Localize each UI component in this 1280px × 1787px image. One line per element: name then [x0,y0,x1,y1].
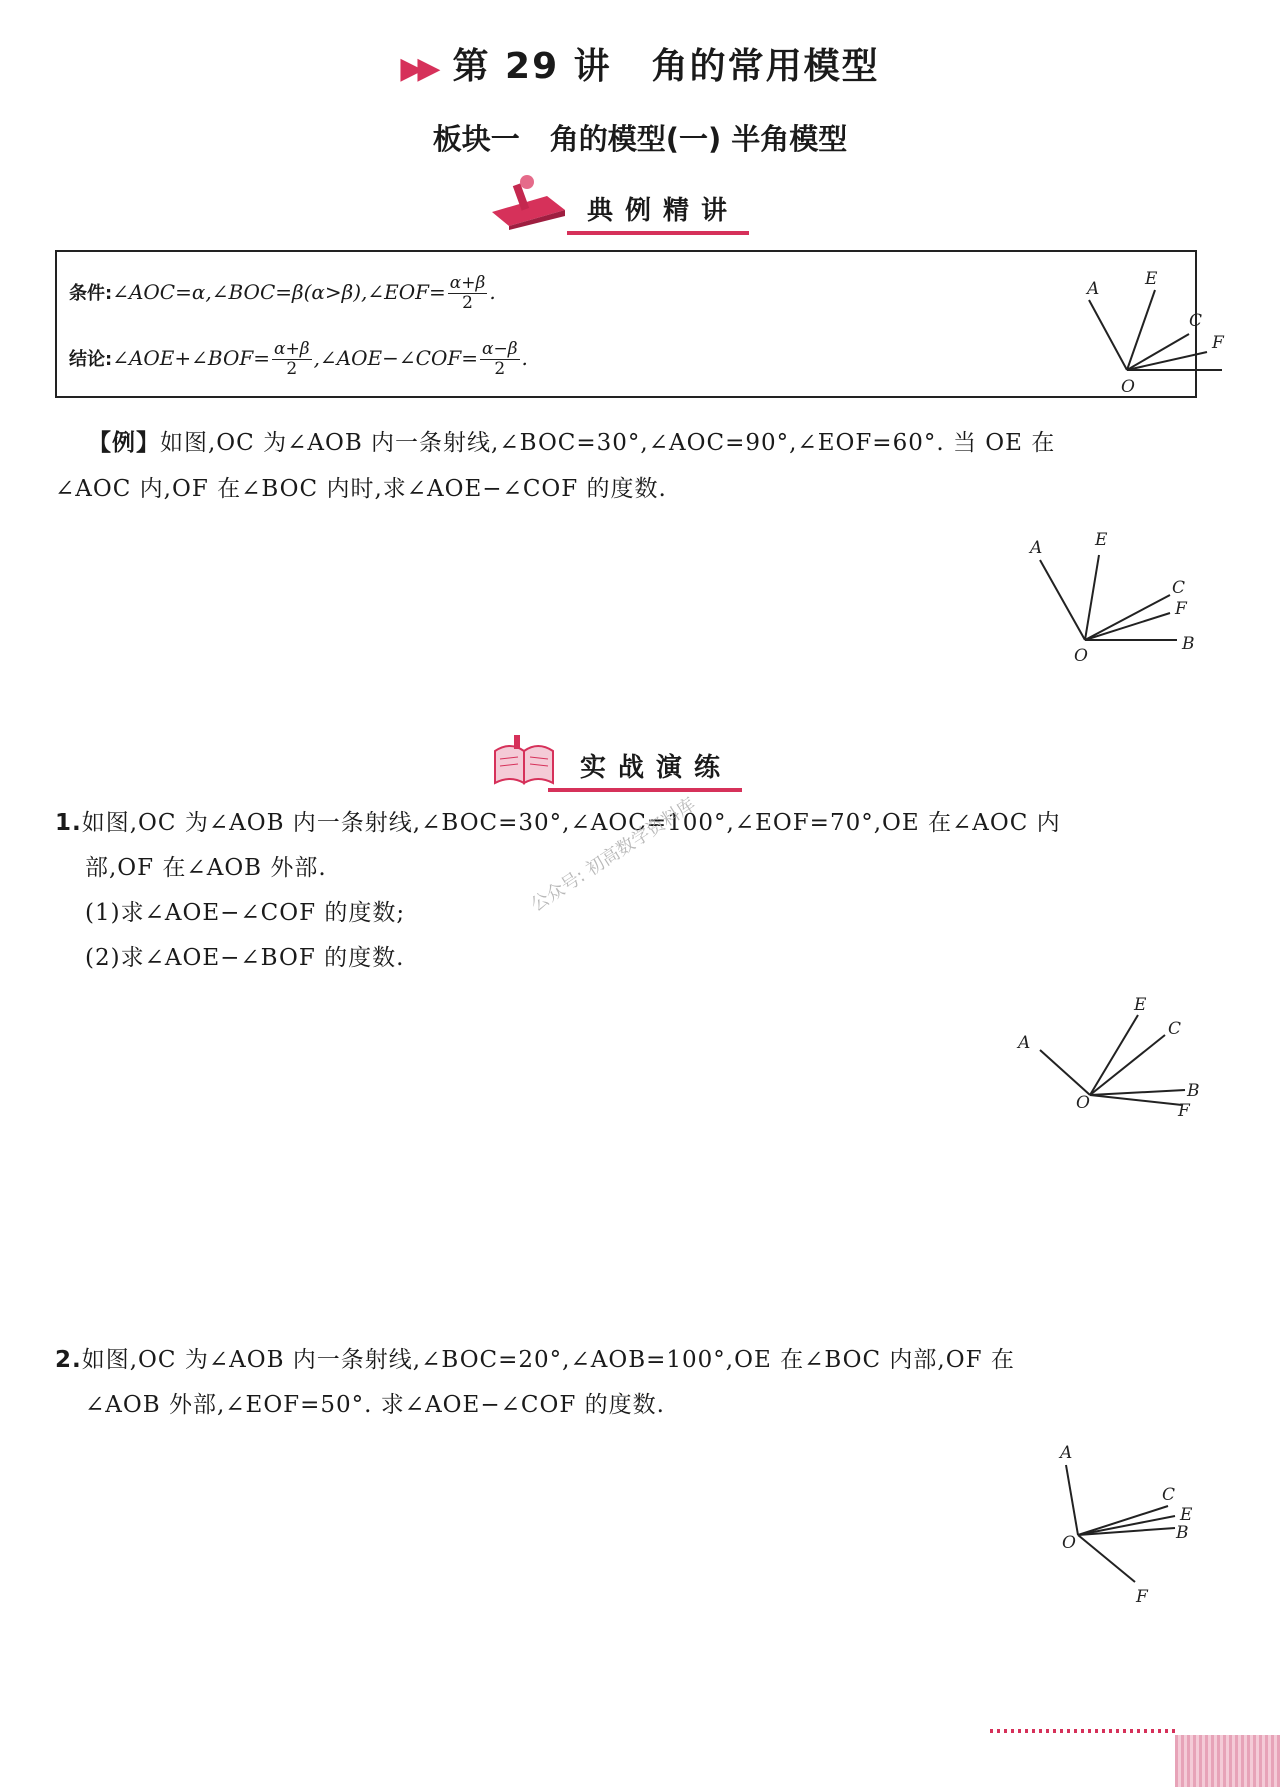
conclusion-fraction-1 [272,340,312,379]
label-f: F [1178,1101,1190,1121]
examples-heading-text: 典例精讲 [587,196,740,226]
footer-dots [990,1729,1175,1733]
condition-row [69,274,496,313]
examples-heading [487,180,767,230]
label-o: O [1062,1533,1076,1553]
lecture-label: 第 29 讲 [452,46,612,87]
module-label: 板块一 [432,122,520,156]
label-a: A [1060,1443,1073,1463]
fraction-numerator: α+β [449,273,486,293]
page-corner-stripe [1175,1735,1280,1787]
fraction-numerator: α+β [274,339,310,359]
conclusion-text-1: ∠AOE+∠BOF= [112,346,271,370]
example-line-1 [88,420,1198,466]
label-e: E [1134,995,1147,1015]
label-o: O [1076,1093,1090,1113]
problem-2-text-2: ∠AOB 外部,∠EOF=50°. 求∠AOE−∠COF 的度数. [85,1392,665,1418]
practice-heading [490,735,770,791]
watermark-text: 公众号: 初高数学资料库 [527,793,700,916]
module-title [0,117,1280,158]
fraction-denominator: 2 [286,359,298,379]
module-name: 角的模型(一) 半角模型 [549,122,848,156]
problem-2-line-1 [55,1337,1200,1383]
book-icon [490,733,560,789]
problem-number: 1. [55,810,82,836]
desk-icon [487,172,567,230]
model-diagram [1017,262,1224,397]
label-f: F [1175,599,1187,619]
label-o: O [1121,377,1135,397]
label-c: C [1172,578,1186,598]
label-e: E [1180,1505,1193,1525]
conclusion-end: . [521,346,528,370]
problem-2-diagram [1040,1440,1220,1615]
condition-label: 条件: [69,283,113,304]
label-f: F [1136,1587,1148,1607]
heading-underline [567,231,749,235]
label-o: O [1074,646,1088,666]
conclusion-text-2: ,∠AOE−∠COF= [313,346,478,370]
fraction-numerator: α−β [481,339,518,359]
label-c: C [1189,311,1203,331]
condition-end: . [489,280,496,304]
label-a: A [1087,279,1100,299]
problem-1-text-2: 部,OF 在∠AOB 外部. [85,855,327,881]
fraction-denominator: 2 [462,293,473,313]
label-a: A [1018,1033,1031,1053]
label-a: A [1030,538,1043,558]
label-b: B [1176,1523,1189,1543]
label-f: F [1212,333,1224,353]
problem-1-line-2 [85,845,327,891]
problem-1-sub-1-text: (1)求∠AOE−∠COF 的度数; [85,900,406,926]
example-text-2: ∠AOC 内,OF 在∠BOC 内时,求∠AOE−∠COF 的度数. [55,476,667,502]
label-c: C [1162,1485,1176,1505]
label-b: B [1187,1081,1200,1101]
problem-number: 2. [55,1347,82,1373]
conclusion-row [69,340,528,379]
label-e: E [1095,530,1108,550]
lecture-name: 角的常用模型 [651,46,880,87]
conclusion-fraction-2 [480,340,520,379]
heading-underline [548,788,742,792]
problem-1-diagram [1010,990,1210,1130]
problem-1-text-1: 如图,OC 为∠AOB 内一条射线,∠BOC=30°,∠AOC=100°,∠EOF=70°,OE 在∠AOC 内 [81,810,1061,836]
model-box [55,250,1224,398]
label-e: E [1145,269,1158,289]
practice-heading-text: 实战演练 [580,753,733,783]
conclusion-label: 结论: [69,349,113,370]
condition-text: ∠AOC=α,∠BOC=β(α>β),∠EOF= [112,280,446,304]
label-c: C [1168,1019,1182,1039]
problem-2-line-2 [85,1382,665,1428]
problem-1-sub-2 [85,935,404,981]
example-line-2 [55,466,1195,512]
example-text-1: 如图,OC 为∠AOB 内一条射线,∠BOC=30°,∠AOC=90°,∠EOF=60°. 当 OE 在 [160,430,1056,456]
example-diagram [1020,525,1210,665]
lecture-title [0,38,1280,89]
fraction-denominator: 2 [494,359,506,379]
problem-1-sub-2-text: (2)求∠AOE−∠BOF 的度数. [85,945,405,971]
double-chevron-icon: ▶▶ [400,51,435,86]
condition-fraction [448,274,488,313]
example-tag: 【例】 [88,430,160,456]
problem-1-sub-1 [85,890,405,936]
problem-2-text-1: 如图,OC 为∠AOB 内一条射线,∠BOC=20°,∠AOB=100°,OE 在∠BOC 内部,OF 在 [81,1347,1015,1373]
label-b: B [1182,634,1195,654]
